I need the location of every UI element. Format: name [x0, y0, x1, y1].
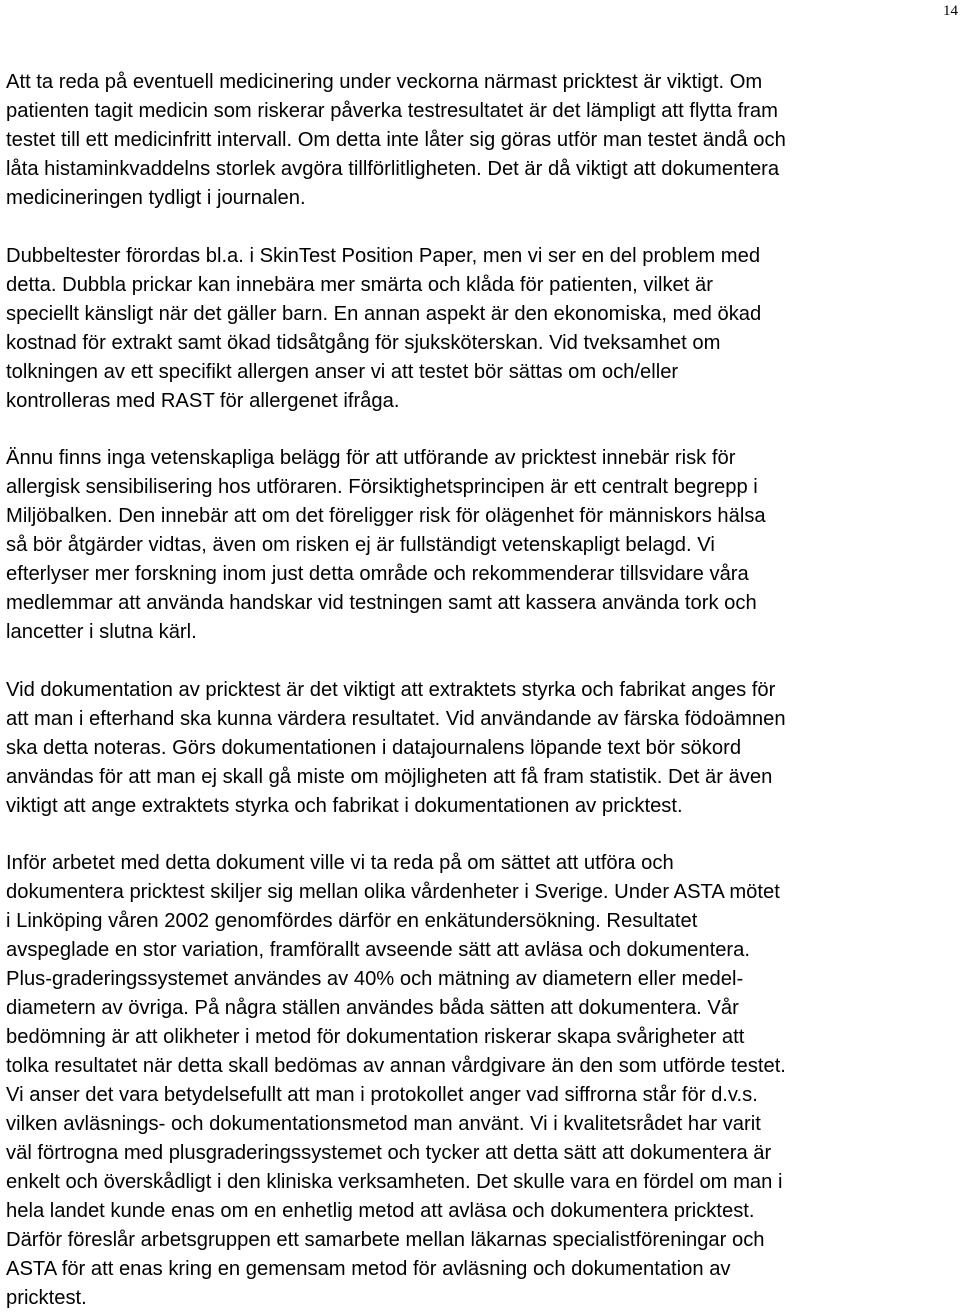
text-line: enkelt och överskådligt i den kliniska verksamheten. Det skulle vara en fördel om man i [6, 1171, 783, 1193]
text-line: väl förtrogna med plusgraderingssystemet och tycker att detta sätt att dokumentera är [6, 1142, 772, 1164]
text-line: Plus-graderingssystemet användes av 40% och mätning av diametern eller medel- [6, 968, 744, 990]
text-line: kostnad för extrakt samt ökad tidsåtgång för sjuksköterskan. Vid tveksamhet om [6, 331, 721, 354]
text-line: att man i efterhand ska kunna värdera resultatet. Vid användande av färska födoämnen [6, 707, 786, 730]
text-line: bedömning är att olikheter i metod för dokumentation riskerar skapa svårigheter att [6, 1026, 745, 1048]
text-line: så bör åtgärder vidtas, även om risken ej är fullständigt vetenskapligt belagd. Vi [6, 534, 715, 556]
text-line: pricktest. [6, 1287, 87, 1309]
text-line: speciellt känsligt när det gäller barn. En annan aspekt är den ekonomiska, med ökad [6, 302, 762, 325]
text-line: ska detta noteras. Görs dokumentationen i datajournalens löpande text bör sökord [6, 736, 742, 759]
text-line: tolkningen av ett specifikt allergen anser vi att testet bör sättas om och/eller [6, 360, 679, 383]
text-line: diametern av övriga. På några ställen användes båda sätten att dokumentera. Vår [6, 997, 739, 1019]
text-line: i Linköping våren 2002 genomfördes därför en enkätundersökning. Resultatet [6, 910, 698, 932]
text-line: testet till ett medicinfritt intervall. Om detta inte låter sig göras utför man testet ändå och [6, 129, 786, 151]
text-line: allergisk sensibilisering hos utföraren. Försiktighetsprincipen är ett centralt begrepp i [6, 476, 758, 498]
paragraph-documentation [6, 676, 956, 821]
text-line: ASTA för att enas kring en gemensam metod för avläsning och dokumentation av [6, 1258, 731, 1280]
text-line: hela landet kunde enas om en enhetlig metod att avläsa och dokumentera pricktest. [6, 1200, 755, 1222]
paragraph-survey [6, 849, 956, 1313]
text-line: tolka resultatet när detta skall bedömas av annan vårdgivare än den som utförde testet. [6, 1055, 786, 1077]
text-line: användas för att man ej skall gå miste om möjligheten att få fram statistik. Det är även [6, 765, 773, 788]
text-line: låta histaminkvaddelns storlek avgöra tillförlitligheten. Det är då viktigt att dokumentera [6, 158, 780, 180]
text-line: Miljöbalken. Den innebär att om det föreligger risk för olägenhet för människors hälsa [6, 505, 766, 527]
document-body [6, 68, 956, 1313]
page-number: 14 [943, 3, 958, 19]
text-line: Dubbeltester förordas bl.a. i SkinTest Position Paper, men vi ser en del problem med [6, 244, 761, 267]
text-line: kontrolleras med RAST för allergenet ifråga. [6, 389, 400, 412]
text-line: avspeglade en stor variation, framförallt avseende sätt att avläsa och dokumentera. [6, 939, 750, 961]
text-line: Ännu finns inga vetenskapliga belägg för att utförande av pricktest innebär risk för [6, 447, 736, 469]
paragraph-medication [6, 68, 956, 213]
text-line: Därför föreslår arbetsgruppen ett samarbete mellan läkarnas specialistföreningar och [6, 1229, 765, 1251]
text-line: medlemmar att använda handskar vid testningen samt att kassera använda tork och [6, 592, 757, 614]
text-line: vilken avläsnings- och dokumentationsmetod man använt. Vi i kvalitetsrådet har varit [6, 1113, 761, 1135]
text-line: detta. Dubbla prickar kan innebära mer smärta och klåda för patienten, vilket är [6, 273, 713, 296]
text-line: medicineringen tydligt i journalen. [6, 187, 306, 209]
text-line: Att ta reda på eventuell medicinering under veckorna närmast pricktest är viktigt. Om [6, 71, 763, 93]
text-line: lancetter i slutna kärl. [6, 621, 197, 643]
text-line: Vi anser det vara betydelsefullt att man i protokollet anger vad siffrorna står för d.v.s. [6, 1084, 758, 1106]
text-line: viktigt att ange extraktets styrka och fabrikat i dokumentationen av pricktest. [6, 794, 683, 817]
paragraph-double-tests [6, 242, 956, 416]
paragraph-sensitization [6, 444, 956, 647]
text-line: patienten tagit medicin som riskerar påverka testresultatet är det lämpligt att flytta fram [6, 100, 778, 122]
text-line: dokumentera pricktest skiljer sig mellan olika vårdenheter i Sverige. Under ASTA mötet [6, 881, 780, 903]
text-line: efterlyser mer forskning inom just detta område och rekommenderar tillsvidare våra [6, 563, 749, 585]
text-line: Inför arbetet med detta dokument ville vi ta reda på om sättet att utföra och [6, 852, 674, 874]
text-line: Vid dokumentation av pricktest är det viktigt att extraktets styrka och fabrikat anges för [6, 678, 776, 701]
